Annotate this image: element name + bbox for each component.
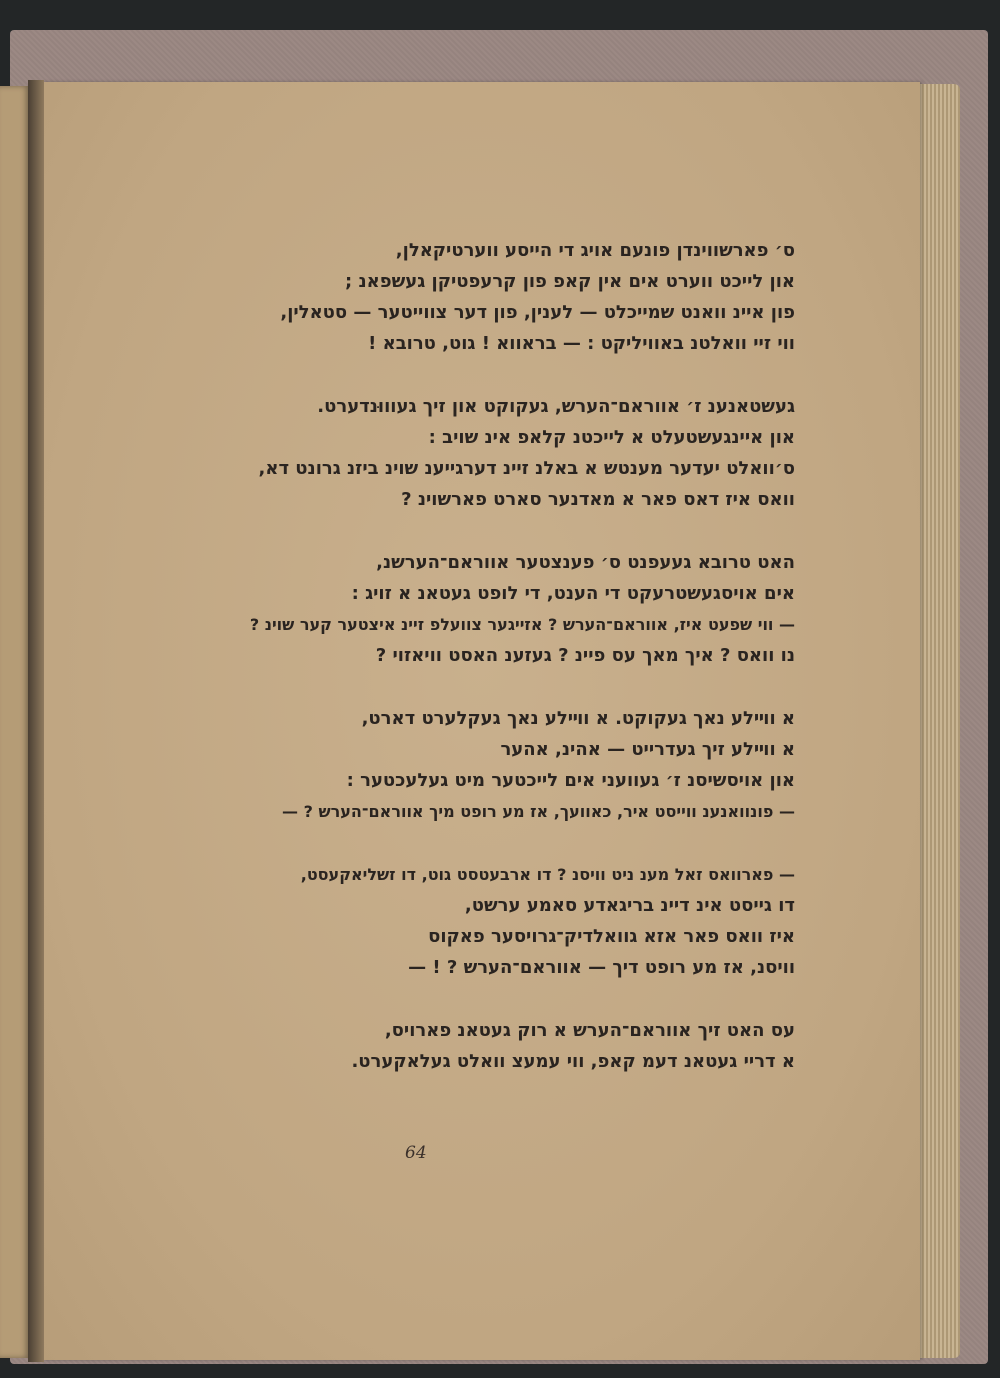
poem-line: א ווײלע זיך געדרייט — אהינ, אהער [500, 739, 795, 760]
poem-line: ווי זיי וואלטנ באוויליקט : — בראווא ! גוט, טרובא ! [368, 333, 795, 354]
page-number: 64 [405, 1143, 427, 1163]
poem-line: האט טרובא געעפנט ס׳ פענצטער אווראם־הערשנ, [376, 552, 795, 573]
poem-line: נו וואס ? איך מאך עס פיינ ? געזענ האסט וויאזוי ? [375, 645, 795, 666]
poem-line: — פארוואס זאל מענ ניט וויסנ ? דו ארבעטסט גוט, דו זשליאקעסט, [300, 865, 795, 884]
stanza-2 [235, 391, 795, 515]
poem-line: איז וואס פאר אזא גוואלדיק־גרויסער פאקוס [428, 926, 795, 947]
poem-line: אים אויסגעשטרעקט די הענט, די לופט געטאנ א זויג : [351, 583, 795, 604]
stanza-3 [235, 547, 795, 671]
stanza-5 [235, 859, 795, 983]
poem-line: דו גייסט אינ דיינ בריגאדע סאמע ערשט, [464, 895, 795, 916]
previous-page-edge [0, 86, 30, 1358]
stanza-1 [235, 235, 795, 359]
stanza-6 [235, 1015, 795, 1077]
book-gutter [28, 80, 44, 1362]
poem-line: און אויסשיסנ ז׳ געוועני אים לייכטער מיט געלעכטער : [346, 770, 795, 791]
poem-line: ס׳וואלט יעדער מענטש א באלנ זיינ דערגייענ שוינ ביזנ גרונט דא, [258, 458, 795, 479]
poem-line: געשטאנענ ז׳ אווראם־הערש, געקוקט און זיך געוווּנדערט. [317, 396, 795, 417]
poem-line: און לייכט ווערט אים אין קאפ פון קרעפטיקן געשפאנ ; [345, 271, 795, 292]
poem-line: וויסנ, אז מע רופט דיך — אווראם־הערש ? ! — [408, 957, 795, 978]
poem-line: ס׳ פארשווינדן פונעם אויג די הייסע ווערטיקאלן, [395, 240, 795, 261]
poem-line: א ווײלע נאך געקוקט. א ווײלע נאך געקלערט דארט, [361, 708, 795, 729]
poem-line: — ווי שפעט איז, אווראם־הערש ? אזייגער צוועלפ זיינ איצטער קער שוינ ? [249, 615, 795, 634]
poem-text [235, 235, 795, 1077]
poem-line: עס האט זיך אווראם־הערש א רוק געטאנ פארויס, [384, 1020, 795, 1041]
stanza-4 [235, 703, 795, 827]
poem-line: פון איינ וואנט שמייכלט — לענין, פון דער צווייטער — סטאלין, [280, 302, 795, 323]
poem-line: — פונוואנענ ווייסט איר, כאוועך, אז מע רופט מיך אווראם־הערש ? — [282, 802, 795, 821]
poem-line: וואס איז דאס פאר א מאדנער סארט פארשוינ ? [401, 489, 795, 510]
poem-line: א דריי געטאנ דעמ קאפ, ווי עמעצ וואלט געלאקערט. [351, 1051, 795, 1072]
poem-line: און איינגעשטעלט א לייכטנ קלאפ אינ שויב : [428, 427, 795, 448]
